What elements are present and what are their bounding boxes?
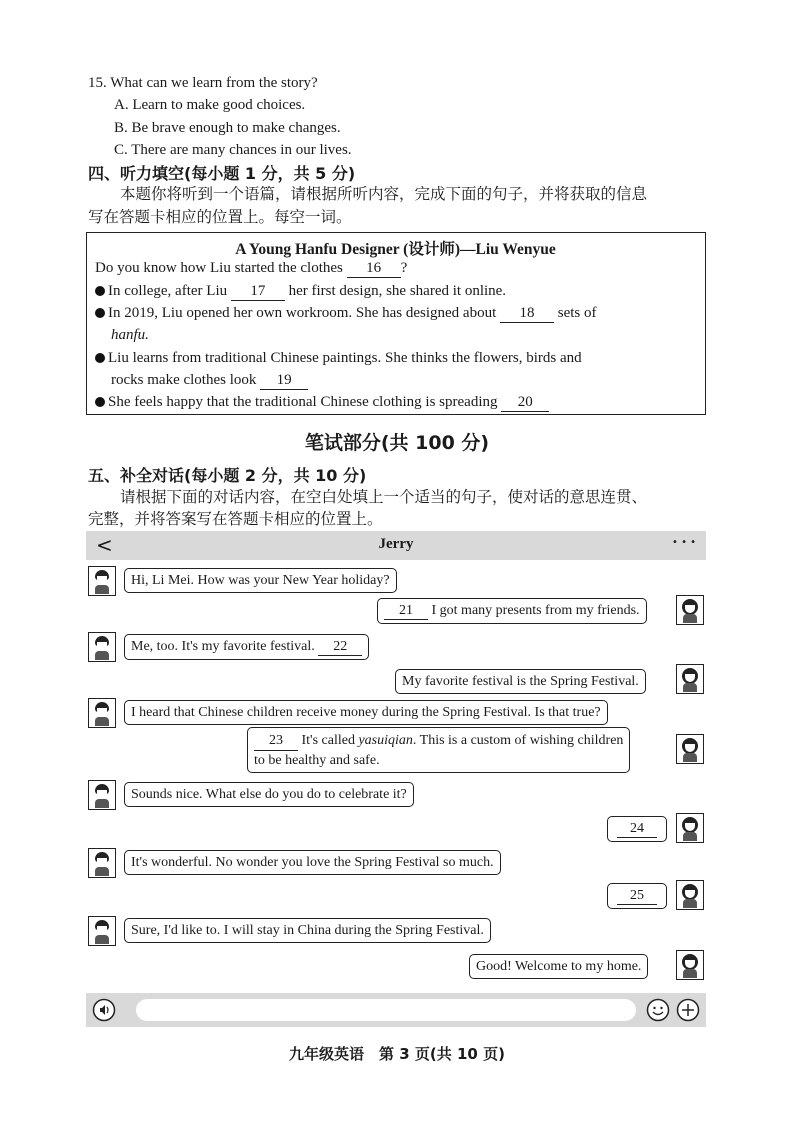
back-icon[interactable]: <	[96, 533, 113, 557]
message-6-line-1	[254, 731, 623, 751]
blank-19: 19	[260, 372, 308, 390]
section-4-title: 四、听力填空(每小题 1 分，共 5 分)	[88, 164, 356, 183]
message-3	[124, 634, 369, 660]
chat-input-bar	[86, 993, 706, 1027]
avatar-jerry	[88, 698, 116, 728]
box-title: A Young Hanfu Designer (设计师)—Liu Wenyue	[235, 241, 556, 258]
option-b: B. Be brave enough to make changes.	[114, 120, 341, 136]
message-9: It's wonderful. No wonder you love the Spring Festival so much.	[124, 850, 501, 875]
box-line-4-text: Liu learns from traditional Chinese paintings. She thinks the flowers, birds and	[108, 350, 582, 366]
avatar-li-mei	[676, 664, 704, 694]
box-line-2-end: her first design, she shared it online.	[288, 283, 507, 299]
blank-16: 16	[347, 260, 401, 278]
avatar-jerry	[88, 780, 116, 810]
blank-23: 23	[254, 731, 298, 751]
question-15: 15. What can we learn from the story?	[88, 75, 318, 91]
avatar-li-mei	[676, 734, 704, 764]
message-input[interactable]	[136, 999, 636, 1021]
message-12: Good! Welcome to my home.	[469, 954, 648, 979]
message-2	[377, 598, 647, 624]
message-6	[247, 727, 630, 773]
avatar-li-mei	[676, 950, 704, 980]
box-line-5	[95, 394, 549, 412]
message-1: Hi, Li Mei. How was your New Year holiday?	[124, 568, 397, 593]
blank-21: 21	[384, 602, 428, 620]
plus-icon[interactable]	[676, 998, 700, 1022]
chat-contact-name: Jerry	[378, 536, 414, 552]
emoji-icon[interactable]	[646, 998, 670, 1022]
box-line-5-text: She feels happy that the traditional Chinese clothing is spreading	[108, 394, 498, 410]
blank-20: 20	[501, 394, 549, 412]
section-5-title: 五、补全对话(每小题 2 分，共 10 分)	[88, 466, 367, 485]
section-5-instruction-1: 请根据下面的对话内容，在空白处填上一个适当的句子，使对话的意思连贯、	[120, 488, 648, 506]
blank-17: 17	[231, 283, 285, 301]
blank-18: 18	[500, 305, 554, 323]
box-line-4-cont	[111, 372, 308, 390]
box-line-2-text: In college, after Liu	[108, 283, 228, 299]
avatar-li-mei	[676, 813, 704, 843]
message-8	[607, 816, 667, 842]
message-5: I heard that Chinese children receive money during the Spring Festival. Is that true?	[124, 700, 608, 725]
box-line-2	[95, 283, 506, 301]
section-4-instruction-1: 本题你将听到一个语篇，请根据所听内容，完成下面的句子，并将获取的信息	[120, 185, 648, 203]
avatar-jerry	[88, 566, 116, 596]
message-3-text: Me, too. It's my favorite festival.	[131, 639, 315, 654]
bullet-icon	[95, 397, 105, 407]
written-part-title: 笔试部分(共 100 分)	[304, 432, 490, 454]
box-line-1	[95, 260, 407, 278]
message-6-text-2: . This is a custom of wishing children	[412, 733, 624, 748]
box-line-3	[95, 305, 597, 323]
more-icon[interactable]: • • •	[672, 537, 697, 548]
message-4: My favorite festival is the Spring Festival.	[395, 669, 646, 694]
box-line-3-text: In 2019, Liu opened her own workroom. She has designed about	[108, 305, 497, 321]
box-line-1-text: Do you know how Liu started the clothes	[95, 260, 343, 276]
option-c: C. There are many chances in our lives.	[114, 142, 352, 158]
box-line-3-end: sets of	[557, 305, 597, 321]
voice-icon[interactable]	[92, 998, 116, 1022]
message-11: Sure, I'd like to. I will stay in China during the Spring Festival.	[124, 918, 491, 943]
message-7: Sounds nice. What else do you do to celebrate it?	[124, 782, 414, 807]
message-6-italic: yasuiqian	[358, 733, 413, 748]
section-5-instruction-2: 完整，并将答案写在答题卡相应的位置上。	[88, 510, 383, 528]
box-line-4	[95, 350, 582, 367]
message-10	[607, 883, 667, 909]
avatar-jerry	[88, 632, 116, 662]
option-a: A. Learn to make good choices.	[114, 97, 306, 113]
message-6-text: It's called	[301, 733, 359, 748]
blank-22: 22	[318, 638, 362, 656]
box-line-1-end: ?	[400, 260, 408, 276]
box-line-3-cont: hanfu.	[111, 327, 149, 343]
bullet-icon	[95, 286, 105, 296]
avatar-li-mei	[676, 880, 704, 910]
avatar-jerry	[88, 848, 116, 878]
section-4-instruction-2: 写在答题卡相应的位置上。每空一词。	[88, 208, 352, 226]
avatar-jerry	[88, 916, 116, 946]
chat-header	[86, 531, 706, 560]
bullet-icon	[95, 353, 105, 363]
message-2-text: I got many presents from my friends.	[431, 603, 640, 618]
blank-25: 25	[617, 887, 657, 905]
bullet-icon	[95, 308, 105, 318]
message-6-line-2: to be healthy and safe.	[254, 753, 380, 768]
listening-box	[86, 232, 706, 415]
avatar-li-mei	[676, 595, 704, 625]
box-line-4-cont-text: rocks make clothes look	[111, 372, 257, 388]
blank-24: 24	[617, 820, 657, 838]
page-footer: 九年级英语 第 3 页(共 10 页)	[289, 1045, 505, 1063]
